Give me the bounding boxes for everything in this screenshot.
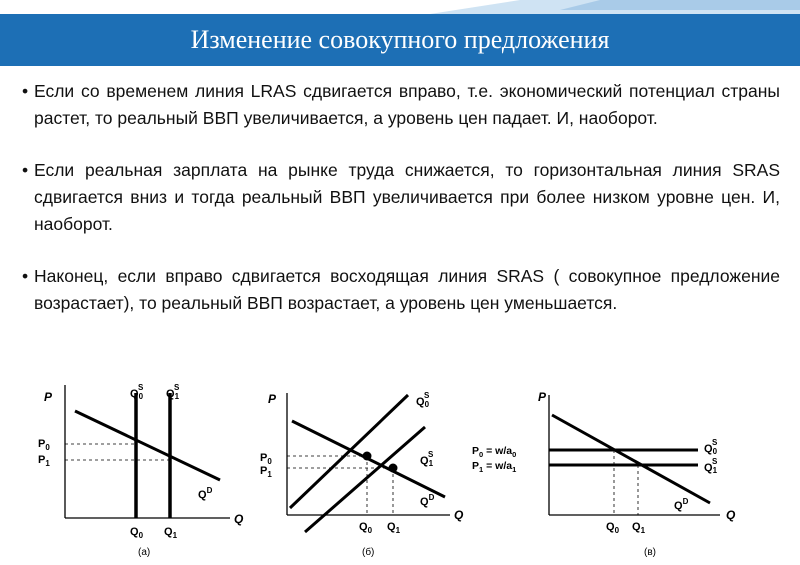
q0-label: $Q_0$	[130, 526, 144, 540]
p0-label: $P_0 = w/a_0$	[472, 445, 517, 459]
slide-title: Изменение совокупного предложения	[190, 25, 610, 54]
caption-a: (а)	[138, 547, 151, 558]
graph-a	[20, 375, 260, 565]
paragraph-lras	[24, 78, 780, 132]
header	[0, 0, 800, 72]
paragraph-text: Если со временем линия LRAS сдвигается вправо, т.е. экономический потенциал страны растет, то реальный ВВП увеличивается, а уровень цен падает. И, наоборот.	[34, 81, 780, 128]
q0-label: $Q_0$	[606, 521, 620, 535]
demand-line	[552, 415, 710, 503]
supply1-label: Q1S	[166, 383, 180, 401]
paragraph-text: Если реальная зарплата на рынке труда снижается, то горизонтальная линия SRAS сдвигается вниз и тогда реальный ВВП увеличивается при более низком уровне цен. И, наоборот.	[34, 160, 780, 234]
supply1-label: Q1S	[704, 457, 718, 475]
supply0-label: Q0S	[704, 438, 718, 456]
graph-b	[250, 375, 490, 565]
bullet: •	[22, 160, 29, 180]
equilibrium-point-1	[389, 464, 398, 473]
supply1-label: Q1S	[420, 450, 434, 468]
y-axis-label: P	[44, 390, 53, 404]
paragraph-wage	[24, 157, 780, 238]
supply0-label: Q0S	[130, 383, 144, 401]
caption-b: (б)	[362, 547, 375, 558]
caption-c: (в)	[644, 547, 656, 558]
title-bar	[0, 14, 800, 66]
graphs-row	[0, 375, 800, 565]
y-axis-label: P	[538, 390, 547, 404]
p1-label: $P_1$	[260, 465, 272, 479]
slide-body	[22, 78, 780, 313]
equilibrium-point-0	[363, 452, 372, 461]
paragraph-text: Наконец, если вправо сдвигается восходящая линия SRAS ( совокупное предложение возрастает), то реальный ВВП возрастает, а уровень цен уменьшается.	[34, 266, 780, 313]
q1-label: $Q_1$	[387, 521, 401, 535]
q1-label: $Q_1$	[164, 526, 178, 540]
bullet: •	[22, 81, 29, 101]
y-axis-label: P	[268, 392, 277, 406]
supply0-label: Q0S	[416, 391, 430, 409]
demand-label: $Q^D$	[674, 497, 689, 512]
p1-label: $P_1 = w/a_1$	[472, 460, 517, 474]
paragraph-sras	[22, 263, 780, 313]
bullet: •	[22, 266, 29, 286]
demand-label: $Q^D$	[420, 493, 435, 508]
p0-label: $P_0$	[260, 452, 272, 466]
demand-line	[75, 411, 220, 480]
x-axis-label: Q	[234, 512, 244, 526]
x-axis-label: Q	[454, 508, 464, 522]
q1-label: $Q_1$	[632, 521, 646, 535]
p0-label: $P_0$	[38, 438, 50, 452]
demand-label: $Q^D$	[198, 486, 213, 501]
x-axis-label: Q	[726, 508, 736, 522]
q0-label: $Q_0$	[359, 521, 373, 535]
graph-c	[470, 375, 790, 565]
supply-line-0	[290, 395, 408, 508]
p1-label: $P_1$	[38, 454, 50, 468]
